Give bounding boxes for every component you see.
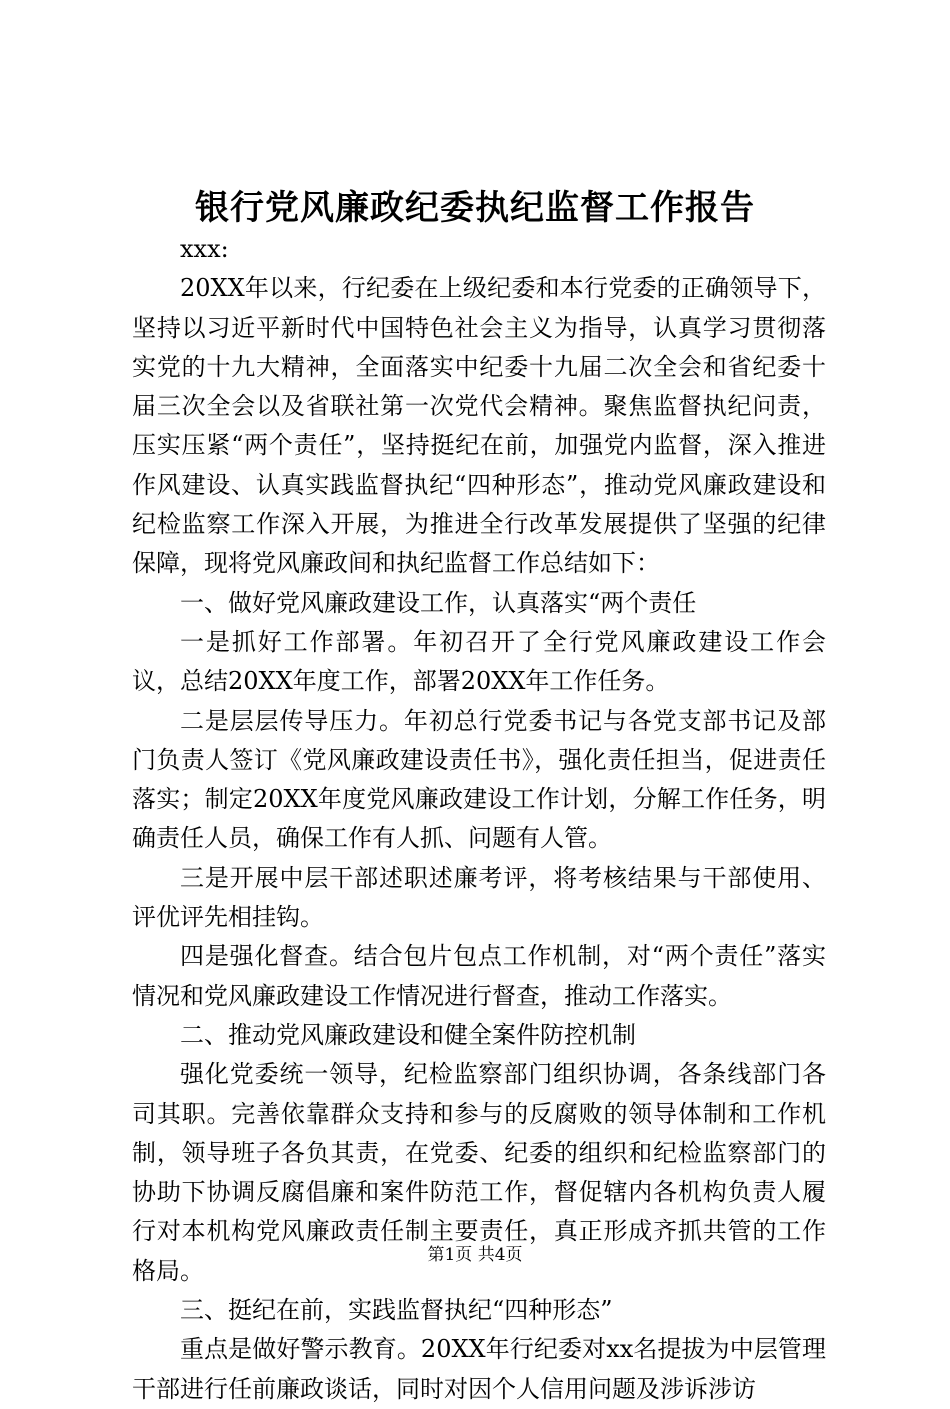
page-number-footer: 第1页 共4页 xyxy=(427,1245,523,1265)
section-heading-3: 三、挺纪在前，实践监督执纪“四种形态” xyxy=(180,1296,613,1325)
paragraph-item-4: 四是强化督查。结合包片包点工作机制，对“两个责任”落实情况和党风廉政建设工作情况进行督查，推动工作落实。 xyxy=(132,942,826,1010)
paragraph-intro: 20XX年以来，行纪委在上级纪委和本行党委的正确领导下，坚持以习近平新时代中国特色社会主义为指导，认真学习贯彻落实党的十九大精神，全面落实中纪委十九届二次全会和省纪委十届三次全会以及省联社第一次党代会精神。聚焦监督执纪问责，压实压紧“两个责任”，坚持挺纪在前，加强党内监督，深入推进作风建设、认真实践监督执纪“四种形态”，推动党风廉政建设和纪检监察工作深入开展，为推进全行改革发展提供了坚强的纪律保障，现将党风廉政间和执纪监督工作总结如下： xyxy=(132,274,826,578)
paragraph-item-1: 一是抓好工作部署。年初召开了全行党风廉政建设工作会议，总结20XX年度工作，部署20XX年工作任务。 xyxy=(132,627,826,696)
paragraph-section-3: 重点是做好警示教育。20XX年行纪委对xx名提拔为中层管理干部进行任前廉政谈话，同时对因个人信用问题及涉诉涉访 xyxy=(132,1335,826,1403)
greeting-line: xxx: xyxy=(180,235,229,263)
paragraph-item-3: 三是开展中层干部述职述廉考评，将考核结果与干部使用、评优评先相挂钩。 xyxy=(132,863,826,932)
section-heading-2: 二、推动党风廉政建设和健全案件防控机制 xyxy=(180,1020,636,1049)
document-title: 银行党风廉政纪委执纪监督工作报告 xyxy=(195,188,755,228)
document-body xyxy=(132,230,826,1409)
paragraph-section-2: 强化党委统一领导，纪检监察部门组织协调，各条线部门各司其职。完善依靠群众支持和参与的反腐败的领导体制和工作机制，领导班子各负其责，在党委、纪委的组织和纪检监察部门的协助下协调反腐倡廉和案件防范工作，督促辖内各机构负责人履行对本机构党风廉政责任制主要责任，真正形成齐抓共管的工作格局。 xyxy=(132,1060,826,1285)
paragraph-item-2: 二是层层传导压力。年初总行党委书记与各党支部书记及部门负责人签订《党风廉政建设责任书》，强化责任担当，促进责任落实；制定20XX年度党风廉政建设工作计划，分解工作任务，明确责任人员，确保工作有人抓、问题有人管。 xyxy=(132,706,826,853)
section-heading-1: 一、做好党风廉政建设工作，认真落实“两个责任 xyxy=(180,588,697,617)
